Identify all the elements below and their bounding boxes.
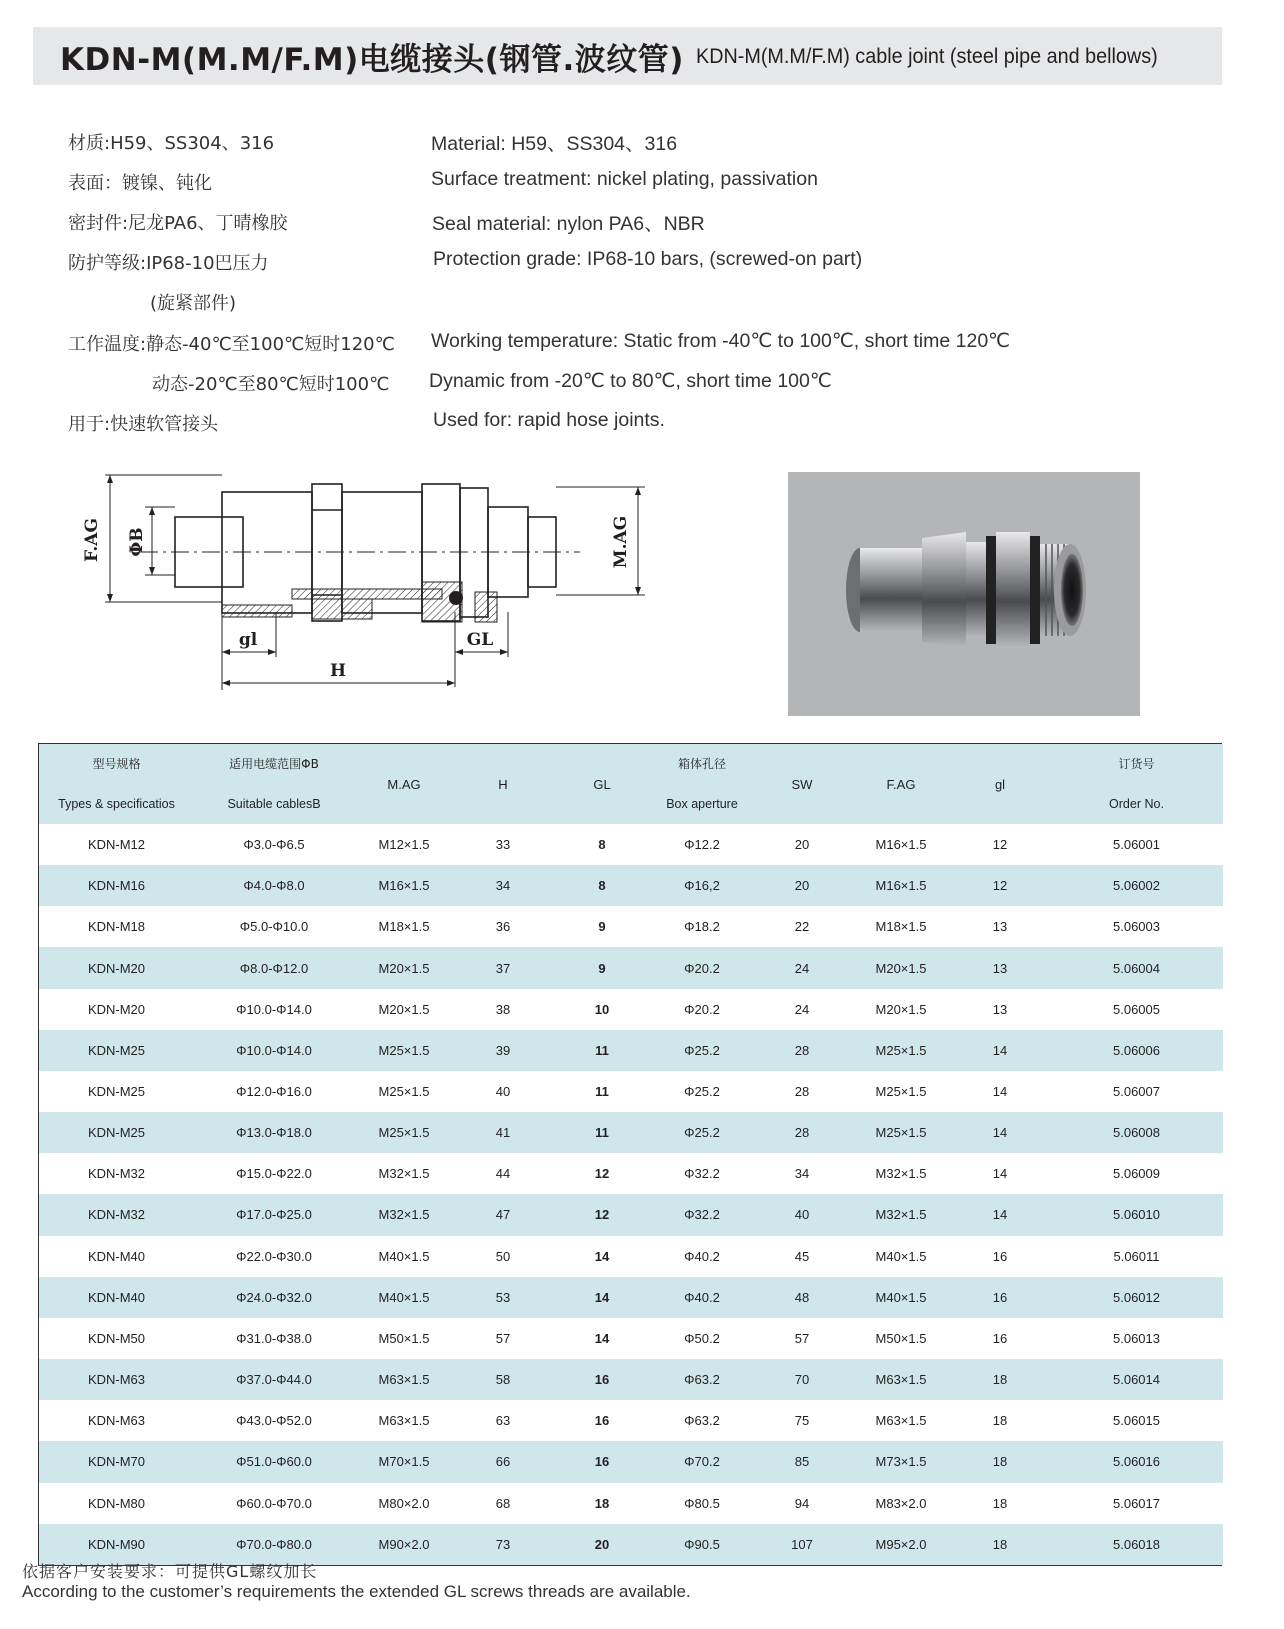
cell-sw: 28 [794,1125,810,1141]
cell-box-aperture: Φ18.2 [684,919,720,935]
header-sw: SW [791,776,813,792]
cell-type: KDN-M20 [87,1001,146,1017]
cell-order-no: 5.06010 [1113,1207,1160,1223]
cell-h: 68 [495,1495,511,1511]
table-row [39,1236,1223,1277]
cell-fag: M63×1.5 [875,1372,927,1388]
cell-fag: M40×1.5 [875,1248,927,1264]
cell-gl: 11 [595,1084,609,1100]
cell-box-aperture: Φ63.2 [684,1413,720,1429]
cell-type: KDN-M90 [87,1536,146,1552]
cell-type: KDN-M32 [87,1207,146,1223]
cell-type: KDN-M40 [87,1289,146,1305]
spec-material-en: Material: H59、SS304、316 [431,133,678,155]
cell-gl-small: 14 [992,1042,1008,1058]
footnote-cn: 依据客户安装要求：可提供GL螺纹加长 [22,1562,318,1581]
cell-order-no: 5.06002 [1113,878,1160,894]
cell-fag: M20×1.5 [875,1001,927,1017]
table-row [39,1318,1223,1359]
page-title-cn: KDN-M(M.M/F.M)电缆接头(钢管.波纹管) [60,41,684,78]
cell-cable-range: Φ4.0-Φ8.0 [243,878,305,894]
cell-sw: 45 [794,1248,810,1264]
cell-gl-small: 13 [992,960,1008,976]
cell-h: 33 [495,837,511,853]
spec-temp-en-dynamic: Dynamic from -20℃ to 80℃, short time 100℃ [429,370,832,392]
cell-gl-small: 18 [992,1372,1008,1388]
table-row [39,1400,1223,1441]
table-row [39,1112,1223,1153]
cell-order-no: 5.06001 [1113,837,1160,853]
cell-mag: M63×1.5 [378,1413,430,1429]
cell-gl: 11 [595,1042,609,1058]
cell-mag: M20×1.5 [378,1001,430,1017]
title-bar [33,27,1222,85]
cell-cable-range: Φ3.0-Φ6.5 [243,837,305,853]
spec-protection-cn: 防护等级:IP68-10巴压力 [68,253,269,274]
cell-sw: 22 [794,919,810,935]
cell-type: KDN-M25 [87,1125,146,1141]
cell-fag: M63×1.5 [875,1413,927,1429]
cell-h: 38 [495,1001,511,1017]
cell-gl: 16 [594,1372,610,1388]
drawing-label-h: H [329,661,347,681]
table-row [39,1359,1223,1400]
cell-mag: M90×2.0 [378,1536,430,1552]
cell-gl-small: 14 [992,1125,1008,1141]
cell-order-no: 5.06018 [1113,1536,1160,1552]
spec-protection-cn-note: (旋紧部件) [150,293,237,314]
cell-h: 34 [495,878,511,894]
cell-gl: 14 [594,1248,610,1264]
drawing-label-mag: M.AG [611,515,631,569]
cell-gl-small: 16 [992,1330,1008,1346]
drawing-label-gl-small: gl [238,630,258,650]
cell-box-aperture: Φ70.2 [684,1454,720,1470]
cell-mag: M25×1.5 [378,1084,430,1100]
cell-fag: M73×1.5 [875,1454,927,1470]
cell-mag: M16×1.5 [378,878,430,894]
cell-sw: 24 [794,1001,810,1017]
header-box-cn: 箱体孔径 [677,757,726,771]
cell-gl-small: 18 [992,1413,1008,1429]
cell-fag: M32×1.5 [875,1166,927,1182]
table-row [39,1153,1223,1194]
cell-box-aperture: Φ25.2 [684,1084,720,1100]
spec-use-cn: 用于:快速软管接头 [68,414,219,435]
table-row [39,906,1223,947]
table-row [39,865,1223,906]
cell-order-no: 5.06014 [1113,1372,1160,1388]
cell-h: 36 [495,919,511,935]
cell-cable-range: Φ13.0-Φ18.0 [236,1125,312,1141]
cell-type: KDN-M25 [87,1084,146,1100]
cell-gl-small: 12 [992,837,1008,853]
cell-gl-small: 18 [992,1495,1008,1511]
cell-mag: M18×1.5 [378,919,430,935]
spec-temp-cn-dynamic: 动态-20℃至80℃短时100℃ [152,374,390,395]
cell-h: 37 [495,960,511,976]
cell-box-aperture: Φ16,2 [684,878,720,894]
cell-sw: 28 [794,1084,810,1100]
header-mag: M.AG [387,776,421,792]
cell-box-aperture: Φ90.5 [684,1536,720,1552]
cell-gl: 12 [594,1207,610,1223]
cable-joint-illustration [788,472,1140,716]
cell-cable-range: Φ8.0-Φ12.0 [239,960,309,976]
cell-gl-small: 18 [992,1454,1008,1470]
cell-cable-range: Φ37.0-Φ44.0 [236,1372,312,1388]
cell-type: KDN-M63 [87,1413,146,1429]
cell-cable-range: Φ31.0-Φ38.0 [236,1330,312,1346]
header-gl: GL [593,776,611,792]
cell-order-no: 5.06016 [1113,1454,1160,1470]
header-order [1050,744,1223,824]
cell-cable-range: Φ24.0-Φ32.0 [236,1289,312,1305]
table-row [39,947,1223,988]
drawing-label-gl: GL [466,630,494,650]
cell-h: 40 [495,1084,511,1100]
cell-h: 44 [495,1166,511,1182]
cell-gl: 8 [598,878,606,894]
cell-h: 63 [495,1413,511,1429]
cell-order-no: 5.06011 [1113,1248,1160,1264]
cell-mag: M70×1.5 [378,1454,430,1470]
cell-gl: 20 [594,1536,610,1552]
header-type-en: Types & specificatios [58,797,175,811]
cell-sw: 24 [794,960,810,976]
cell-gl-small: 12 [992,878,1008,894]
cell-mag: M50×1.5 [378,1330,430,1346]
spec-use-en: Used for: rapid hose joints. [433,409,665,431]
cell-gl: 11 [595,1125,609,1141]
table-row [39,1441,1223,1482]
cell-sw: 85 [794,1454,810,1470]
cell-mag: M25×1.5 [378,1125,430,1141]
technical-drawing [80,462,680,722]
cell-type: KDN-M40 [87,1248,146,1264]
cell-type: KDN-M32 [87,1166,146,1182]
cell-mag: M32×1.5 [378,1166,430,1182]
drawing-o-ring [449,591,463,605]
cell-type: KDN-M18 [87,919,146,935]
cell-mag: M80×2.0 [378,1495,430,1511]
table-row [39,1030,1223,1071]
cell-h: 73 [495,1536,511,1552]
cell-order-no: 5.06004 [1113,960,1160,976]
cell-order-no: 5.06008 [1113,1125,1160,1141]
table-row [39,989,1223,1030]
spec-material-cn: 材质:H59、SS304、316 [68,133,275,154]
header-cable [194,744,354,824]
cell-type: KDN-M63 [87,1372,146,1388]
cell-order-no: 5.06009 [1113,1166,1160,1182]
cell-mag: M63×1.5 [378,1372,430,1388]
spec-table [38,743,1222,1566]
cell-box-aperture: Φ32.2 [684,1207,720,1223]
cell-box-aperture: Φ32.2 [684,1166,720,1182]
cell-gl-small: 14 [992,1166,1008,1182]
cell-cable-range: Φ10.0-Φ14.0 [236,1001,312,1017]
header-type-cn: 型号规格 [92,757,141,771]
header-box [652,744,752,824]
cell-type: KDN-M12 [87,837,146,853]
cell-order-no: 5.06013 [1113,1330,1160,1346]
cell-order-no: 5.06017 [1113,1495,1160,1511]
cell-type: KDN-M80 [87,1495,146,1511]
cell-gl-small: 14 [992,1207,1008,1223]
cell-box-aperture: Φ20.2 [684,1001,720,1017]
footnote-en: According to the customer’s requirements the extended GL screws threads are available. [22,1582,691,1601]
table-row [39,1194,1223,1235]
cell-cable-range: Φ22.0-Φ30.0 [236,1248,312,1264]
cell-box-aperture: Φ25.2 [684,1125,720,1141]
cell-gl-small: 13 [992,1001,1008,1017]
cell-order-no: 5.06005 [1113,1001,1160,1017]
cell-mag: M25×1.5 [378,1042,430,1058]
cell-h: 58 [495,1372,511,1388]
spec-temp-cn: 工作温度:静态-40℃至100℃短时120℃ [68,334,395,355]
cell-sw: 94 [794,1495,810,1511]
cell-mag: M40×1.5 [378,1289,430,1305]
cell-box-aperture: Φ40.2 [684,1248,720,1264]
header-box-en: Box aperture [666,797,738,811]
cell-h: 57 [495,1330,511,1346]
cell-h: 66 [495,1454,511,1470]
cell-sw: 20 [794,878,810,894]
header-h: H [498,776,508,792]
cell-gl: 16 [594,1413,610,1429]
cell-gl: 8 [598,837,606,853]
cell-order-no: 5.06012 [1113,1289,1160,1305]
spec-seal-cn: 密封件:尼龙PA6、丁晴橡胶 [68,213,288,234]
cell-gl: 9 [598,919,606,935]
cell-box-aperture: Φ12.2 [684,837,720,853]
header-gl-small: gl [994,776,1006,792]
header-order-en: Order No. [1109,797,1164,811]
cell-mag: M20×1.5 [378,960,430,976]
cell-cable-range: Φ43.0-Φ52.0 [236,1413,312,1429]
cell-box-aperture: Φ25.2 [684,1042,720,1058]
cell-gl-small: 14 [992,1084,1008,1100]
cell-cable-range: Φ10.0-Φ14.0 [236,1042,312,1058]
cell-sw: 57 [794,1330,810,1346]
cell-mag: M12×1.5 [378,837,430,853]
cell-box-aperture: Φ50.2 [684,1330,720,1346]
table-header-row [39,744,1223,824]
cell-sw: 20 [794,837,810,853]
cell-box-aperture: Φ20.2 [684,960,720,976]
cell-box-aperture: Φ80.5 [684,1495,720,1511]
table-row [39,1277,1223,1318]
spec-temp-en: Working temperature: Static from -40℃ to 100℃, short time 120℃ [431,330,1011,352]
cell-fag: M32×1.5 [875,1207,927,1223]
table-body [39,824,1223,1565]
cell-gl-small: 13 [992,919,1008,935]
header-order-cn: 订货号 [1118,757,1155,771]
cell-sw: 40 [794,1207,810,1223]
table-row [39,1483,1223,1524]
cell-mag: M32×1.5 [378,1207,430,1223]
drawing-label-phib: ΦB [127,527,147,557]
cell-order-no: 5.06007 [1113,1084,1160,1100]
cell-cable-range: Φ60.0-Φ70.0 [236,1495,312,1511]
cell-order-no: 5.06015 [1113,1413,1160,1429]
cell-fag: M95×2.0 [875,1536,927,1552]
cell-sw: 75 [794,1413,810,1429]
cell-type: KDN-M70 [87,1454,146,1470]
cell-fag: M16×1.5 [875,837,927,853]
spec-surface-en: Surface treatment: nickel plating, passivation [431,168,818,190]
cell-type: KDN-M16 [87,878,146,894]
header-type [39,744,194,824]
cell-cable-range: Φ12.0-Φ16.0 [236,1084,312,1100]
cell-fag: M25×1.5 [875,1042,927,1058]
cell-cable-range: Φ17.0-Φ25.0 [236,1207,312,1223]
product-photo [788,472,1140,716]
cell-gl: 12 [594,1166,610,1182]
page-title-en: KDN-M(M.M/F.M) cable joint (steel pipe and bellows) [695,43,1158,68]
cell-cable-range: Φ5.0-Φ10.0 [239,919,309,935]
cell-fag: M25×1.5 [875,1084,927,1100]
cell-gl-small: 16 [992,1248,1008,1264]
header-cable-cn: 适用电缆范围ΦB [229,757,319,771]
cell-gl: 10 [594,1001,610,1017]
cell-fag: M16×1.5 [875,878,927,894]
cell-mag: M40×1.5 [378,1248,430,1264]
cell-gl: 18 [594,1495,610,1511]
cell-order-no: 5.06003 [1113,919,1160,935]
cell-fag: M40×1.5 [875,1289,927,1305]
cell-gl: 14 [594,1289,610,1305]
cell-fag: M18×1.5 [875,919,927,935]
cell-type: KDN-M25 [87,1042,146,1058]
cell-cable-range: Φ15.0-Φ22.0 [236,1166,312,1182]
cell-sw: 107 [791,1536,813,1552]
cell-h: 39 [495,1042,511,1058]
cell-type: KDN-M50 [87,1330,146,1346]
drawing-label-fag: F.AG [82,518,102,562]
spec-seal-en: Seal material: nylon PA6、NBR [432,213,705,235]
cell-order-no: 5.06006 [1113,1042,1160,1058]
cell-box-aperture: Φ40.2 [684,1289,720,1305]
cell-fag: M50×1.5 [875,1330,927,1346]
cell-sw: 48 [794,1289,810,1305]
cell-fag: M20×1.5 [875,960,927,976]
cell-gl: 14 [594,1330,610,1346]
cell-gl-small: 16 [992,1289,1008,1305]
cell-cable-range: Φ70.0-Φ80.0 [236,1536,312,1552]
cell-cable-range: Φ51.0-Φ60.0 [236,1454,312,1470]
cell-gl: 9 [598,960,606,976]
cell-h: 53 [495,1289,511,1305]
table-row [39,1071,1223,1112]
cell-fag: M25×1.5 [875,1125,927,1141]
cell-fag: M83×2.0 [875,1495,927,1511]
cell-h: 41 [495,1125,511,1141]
cell-sw: 34 [794,1166,810,1182]
cell-sw: 28 [794,1042,810,1058]
cell-box-aperture: Φ63.2 [684,1372,720,1388]
cell-gl: 16 [594,1454,610,1470]
cell-type: KDN-M20 [87,960,146,976]
spec-protection-en: Protection grade: IP68-10 bars, (screwed-on part) [433,248,863,270]
cell-h: 50 [495,1248,511,1264]
cell-h: 47 [495,1207,511,1223]
table-row [39,824,1223,865]
cell-gl-small: 18 [992,1536,1008,1552]
header-cable-en: Suitable cablesB [227,797,321,811]
header-fag: F.AG [886,776,916,792]
spec-surface-cn: 表面：镀镍、钝化 [68,173,212,194]
cell-sw: 70 [794,1372,810,1388]
